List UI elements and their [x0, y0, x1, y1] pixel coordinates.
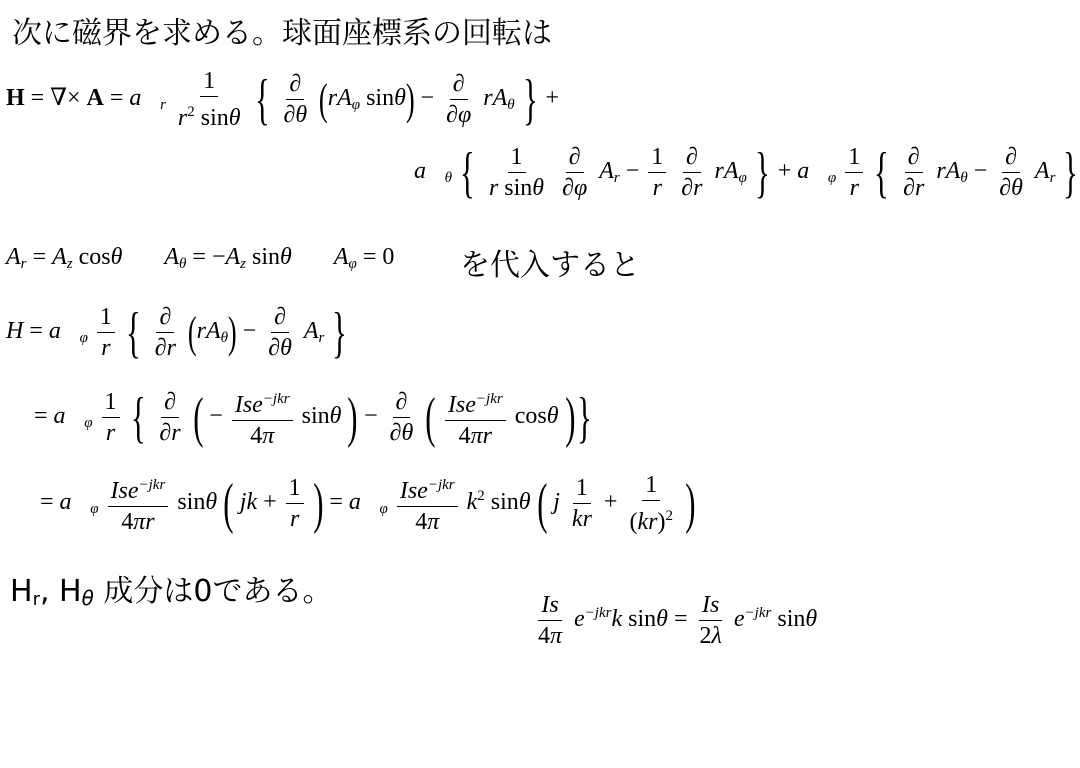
h-vector: H — [6, 85, 25, 112]
a-vector: A — [86, 85, 104, 112]
equals-nabla-cross: = ∇× — [24, 85, 87, 112]
fraction-1-over-r2-sin: $\frac{1}{r^2 \sin\theta}$ — [177, 68, 241, 131]
vector-potential-components: $A_r = A_z$ cosθ $A_\theta = -A_z$ sinθ $A_\varphi = 0$ — [6, 244, 395, 272]
slide-title: 次に磁界を求める。球面座標系の回転は — [12, 16, 552, 51]
curl-equation-line1: H = ∇× $A = a⃗_r$ $\frac{1}{r^2 \sin\theta}$ { $\frac{\partial}{\partial\theta}$ ($rA_\varphi$ sinθ) − $\frac{\partial}{\partial\varphi}$ $rA_\theta$ } + — [6, 68, 560, 131]
far-field-identity: $\frac{Is}{4\pi}$ $e^{-jkr}k$ sinθ = $\frac{Is}{2\lambda}$ $e^{-jkr}$ sinθ — [538, 592, 818, 649]
h-field-line2: = $a⃗_\varphi$ $\frac{1}{r}$ { $\frac{\partial}{\partial r}$ ( − $\frac{Ise^{-jkr}}{4\pi}$ sinθ ) − $\frac{\partial}{\partial\theta}$ ( $\frac{Ise^{-jkr}}{4\pi r}$ cosθ )} — [34, 384, 594, 451]
conclusion-text: $H_r$, $H_\theta$ 成分は0である。 — [10, 574, 333, 610]
substitution-text: を代入すると — [460, 248, 640, 283]
h-field-line1: $H = a⃗_\varphi$ $\frac{1}{r}$ { $\frac{\partial}{\partial r}$ $(rA_\theta)$ − $\frac{\partial}{\partial\theta}$ $A_r$ } — [6, 301, 348, 364]
h-field-line3: = $a⃗_\varphi$ $\frac{Ise^{-jkr}}{4\pi r}$ sinθ ( jk + $\frac{1}{r}$ ) = $a⃗_\varphi$ $\frac{Ise^{-jkr}}{4\pi}$ $k^2$ sinθ ( j $\frac{1}{kr}$ + $\frac{1}{(kr)^2}$ ) — [40, 472, 696, 535]
curl-equation-line2: $a⃗_\theta$ { $\frac{1}{\text{r sinθ}}$ $\frac{\partial}{\partial\varphi}$ $A_r$ − $\frac{1}{r}$ $\frac{\partial}{\partial r}$ $rA_\varphi$ } + $a⃗_\varphi$ $\frac{1}{r}$ { $\frac{\partial}{\partial r}$ $rA_\theta$ − $\frac{\partial}{\partial\theta}$ $A_r$ } — [414, 141, 1079, 204]
